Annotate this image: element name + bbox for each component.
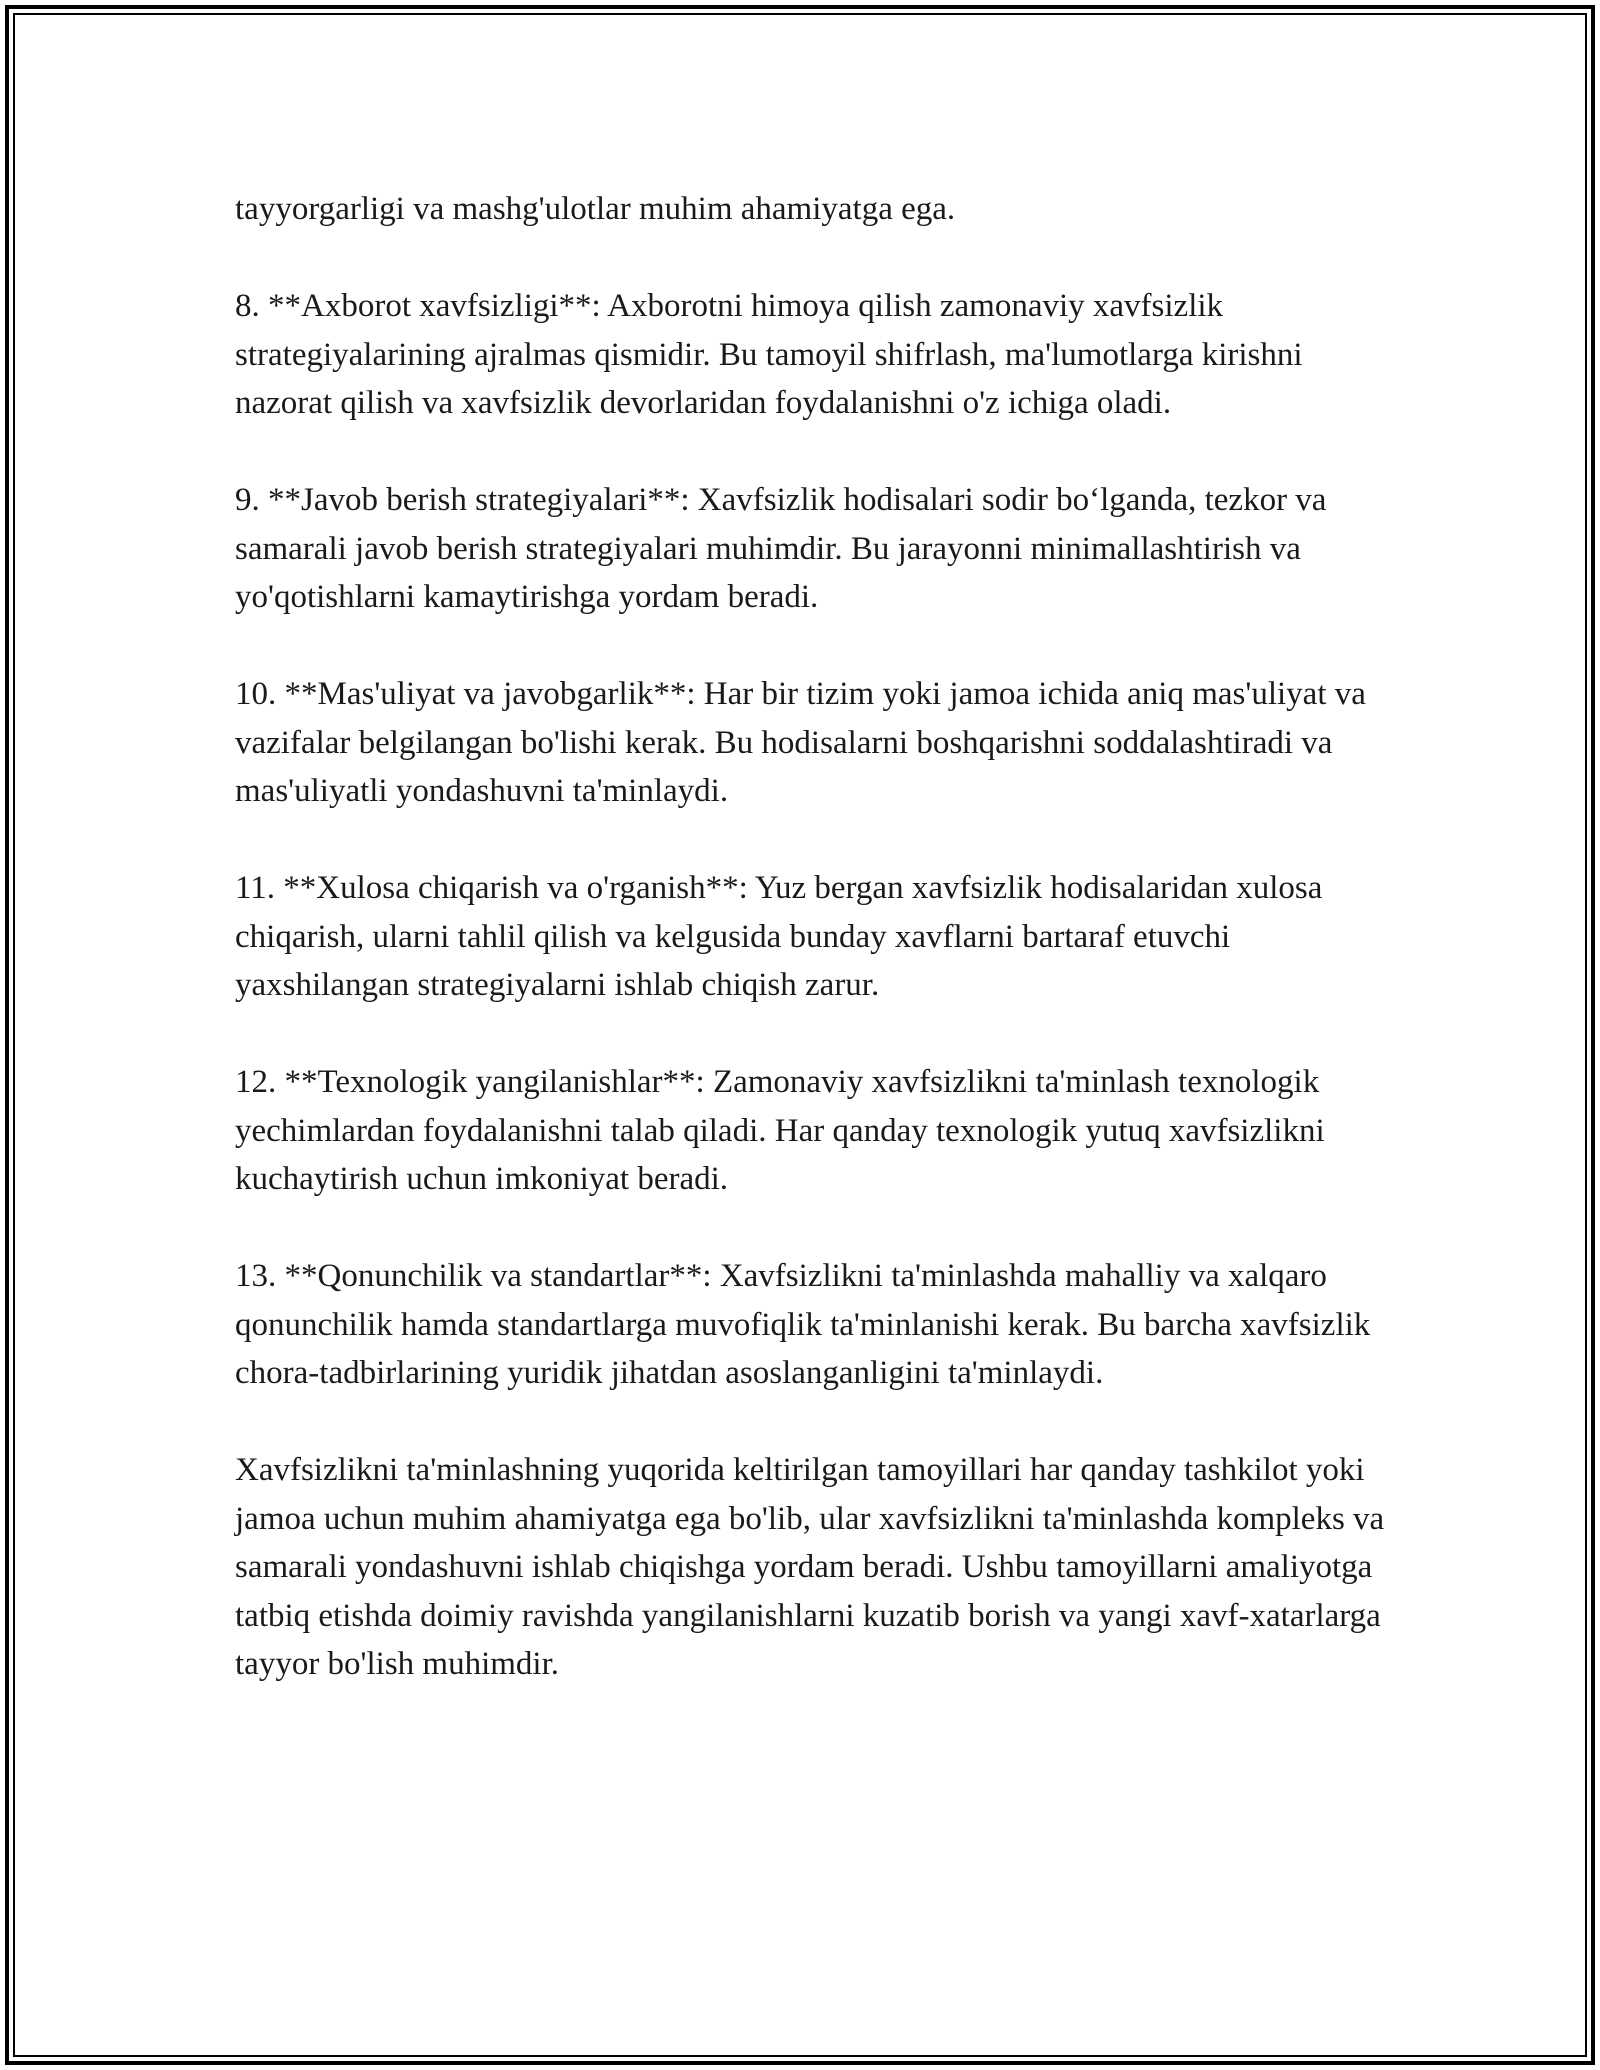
- paragraph-item-9: 9. **Javob berish strategiyalari**: Xavfsizlik hodisalari sodir bo‘lganda, tezkor va samarali javob berish strategiyalari muhimdir. Bu jarayonni minimallashtirish va yo'qotishlarni kamaytirishga yordam beradi.: [235, 482, 1327, 615]
- document-body: [235, 185, 1385, 1737]
- paragraph-conclusion: Xavfsizlikni ta'minlashning yuqorida keltirilgan tamoyillari har qanday tashkilot yoki jamoa uchun muhim ahamiyatga ega bo'lib, ular xavfsizlikni ta'minlashda kompleks va samarali yondashuvni ishlab chiqishga yordam beradi. Ushbu tamoyillarni amaliyotga tatbiq etishda doimiy ravishda yangilanishlarni kuzatib borish va yangi xavf-xatarlarga tayyor bo'lish muhimdir.: [235, 1452, 1385, 1682]
- paragraph-item-13: 13. **Qonunchilik va standartlar**: Xavfsizlikni ta'minlashda mahalliy va xalqaro qonunchilik hamda standartlarga muvofiqlik ta'minlanishi kerak. Bu barcha xavfsizlik chora-tadbirlarining yuridik jihatdan asoslanganligini ta'minlaydi.: [235, 1258, 1371, 1391]
- paragraph-item-10: 10. **Mas'uliyat va javobgarlik**: Har bir tizim yoki jamoa ichida aniq mas'uliyat va vazifalar belgilangan bo'lishi kerak. Bu hodisalarni boshqarishni soddalashtiradi va mas'uliyatli yondashuvni ta'minlaydi.: [235, 676, 1366, 809]
- paragraph-item-8: 8. **Axborot xavfsizligi**: Axborotni himoya qilish zamonaviy xavfsizlik strategiyalarining ajralmas qismidir. Bu tamoyil shifrlash, ma'lumotlarga kirishni nazorat qilish va xavfsizlik devorlaridan foydalanishni o'z ichiga oladi.: [235, 288, 1303, 421]
- paragraph-item-12: 12. **Texnologik yangilanishlar**: Zamonaviy xavfsizlikni ta'minlash texnologik yechimlardan foydalanishni talab qiladi. Har qanday texnologik yutuq xavfsizlikni kuchaytirish uchun imkoniyat beradi.: [235, 1064, 1325, 1197]
- paragraph-item-11: 11. **Xulosa chiqarish va o'rganish**: Yuz bergan xavfsizlik hodisalaridan xulosa chiqarish, ularni tahlil qilish va kelgusida bunday xavflarni bartaraf etuvchi yaxshilangan strategiyalarni ishlab chiqish zarur.: [235, 870, 1323, 1003]
- paragraph-continuation: tayyorgarligi va mashg'ulotlar muhim ahamiyatga ega.: [235, 191, 956, 227]
